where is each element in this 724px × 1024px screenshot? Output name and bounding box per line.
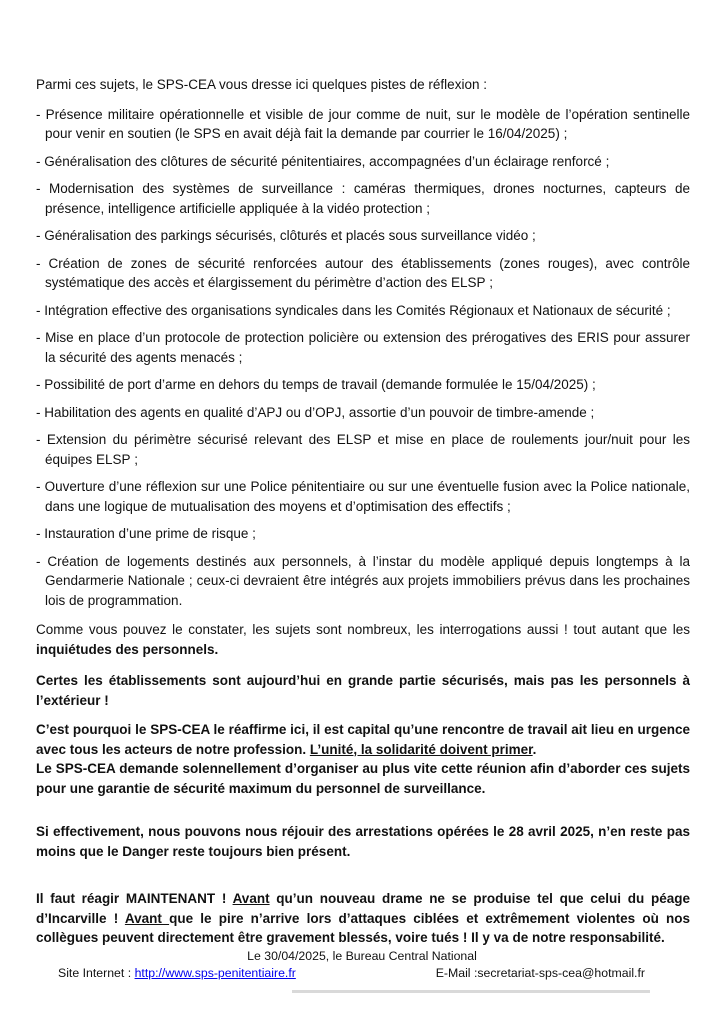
footer-date-line: Le 30/04/2025, le Bureau Central National xyxy=(247,949,477,963)
paragraph-certes: Certes les établissements sont aujourd’hui en grande partie sécurisés, mais pas les personnels à l’extérieur ! xyxy=(36,673,690,708)
footer-email xyxy=(436,965,645,982)
pourquoi-text: C’est pourquoi le SPS-CEA le réaffirme ici, il est capital qu’une rencontre de travail ait lieu en urgence avec tous les acteurs de notre profession. xyxy=(36,722,690,757)
bullet-item: - Possibilité de port d’arme en dehors du temps de travail (demande formulée le 15/04/2025) ; xyxy=(36,377,596,392)
email-label: E-Mail : xyxy=(435,966,478,980)
paragraph-si-effectivement: Si effectivement, nous pouvons nous réjouir des arrestations opérées le 28 avril 2025, n’en reste pas moins que le Danger reste toujours bien présent. xyxy=(36,824,690,859)
reagir-text-3: que le pire n’arrive lors d’attaques ciblées et extrêmement violentes où nos collègues peuvent directement être gravement blessés, voire tués ! Il y va de notre responsabilité. xyxy=(36,910,690,945)
bullet-item: - Mise en place d’un protocole de protection policière ou extension des prérogatives des ERIS pour assurer la sécurité des agents menacés ; xyxy=(36,330,690,365)
paragraph-constater xyxy=(36,620,690,659)
footer xyxy=(0,948,724,982)
reagir-underlined-avant-1: Avant xyxy=(232,891,270,906)
footer-contact-row xyxy=(0,965,724,982)
bullet-item: - Intégration effective des organisations syndicales dans les Comités Régionaux et Nationaux de sécurité ; xyxy=(36,302,671,318)
bullet-item: - Habilitation des agents en qualité d’APJ ou d’OPJ, assortie d’un pouvoir de timbre-amende ; xyxy=(36,404,595,420)
bullet-item: - Généralisation des parkings sécurisés, clôturés et placés sous surveillance vidéo ; xyxy=(36,228,536,243)
reagir-text-2: qu’un nouveau drame ne se produise tel que celui du péage d’Incarville ! xyxy=(36,891,690,926)
pourquoi-underlined-text: L’unité, la solidarité doivent primer xyxy=(309,741,533,757)
site-label: Site Internet : xyxy=(58,966,135,980)
site-link[interactable]: http://www.sps-penitentiaire.fr xyxy=(134,966,296,980)
reagir-text-1: Il faut réagir MAINTENANT ! xyxy=(36,891,233,906)
bullet-item: - Instauration d’une prime de risque ; xyxy=(36,526,256,541)
bullet-list xyxy=(36,105,690,611)
constater-normal-text: Comme vous pouvez le constater, les sujets sont nombreux, les interrogations aussi ! tout autant que les xyxy=(36,622,690,637)
page-bottom-divider xyxy=(292,990,650,993)
pourquoi-period: . xyxy=(532,741,537,757)
bullet-item: - Extension du périmètre sécurisé relevant des ELSP et mise en place de roulements jour/nuit pour les équipes ELSP ; xyxy=(36,432,690,467)
email-address: secretariat-sps-cea@hotmail.fr xyxy=(477,966,645,980)
paragraph-reagir xyxy=(36,889,690,948)
bullet-item: - Ouverture d’une réflexion sur une Police pénitentiaire ou sur une éventuelle fusion avec la Police nationale, dans une logique de mutualisation des moyens et d’optimisation des effectifs ; xyxy=(36,479,690,514)
footer-site xyxy=(58,965,296,982)
constater-bold-text: inquiétudes des personnels. xyxy=(36,641,219,657)
intro-line: Parmi ces sujets, le SPS-CEA vous dresse ici quelques pistes de réflexion : xyxy=(36,77,487,92)
bullet-item: - Généralisation des clôtures de sécurité pénitentiaires, accompagnées d’un éclairage renforcé ; xyxy=(36,153,610,169)
bullet-item: - Création de zones de sécurité renforcées autour des établissements (zones rouges), avec contrôle systématique des accès et élargissement du périmètre d’action des ELSP ; xyxy=(36,255,690,290)
reagir-underlined-avant-2: Avant xyxy=(124,910,170,926)
bullet-item: - Modernisation des systèmes de surveillance : caméras thermiques, drones nocturnes, capteurs de présence, intelligence artificielle appliquée à la vidéo protection ; xyxy=(36,181,690,216)
paragraph-pourquoi xyxy=(36,720,690,759)
bullet-item: - Présence militaire opérationnelle et visible de jour comme de nuit, sur le modèle de l’opération sentinelle pour venir en soutien (le SPS en avait déjà fait la demande par courrier le 16/04/2025) ; xyxy=(36,106,690,141)
bullet-item: - Création de logements destinés aux personnels, à l’instar du modèle appliqué depuis longtemps à la Gendarmerie Nationale ; ceux-ci devraient être intégrés aux projets immobiliers prévus dans les prochaines lois de programmation. xyxy=(36,553,690,608)
paragraph-demande: Le SPS-CEA demande solennellement d’organiser au plus vite cette réunion afin d’aborder ces sujets pour une garantie de sécurité maximum du personnel de surveillance. xyxy=(36,761,690,796)
